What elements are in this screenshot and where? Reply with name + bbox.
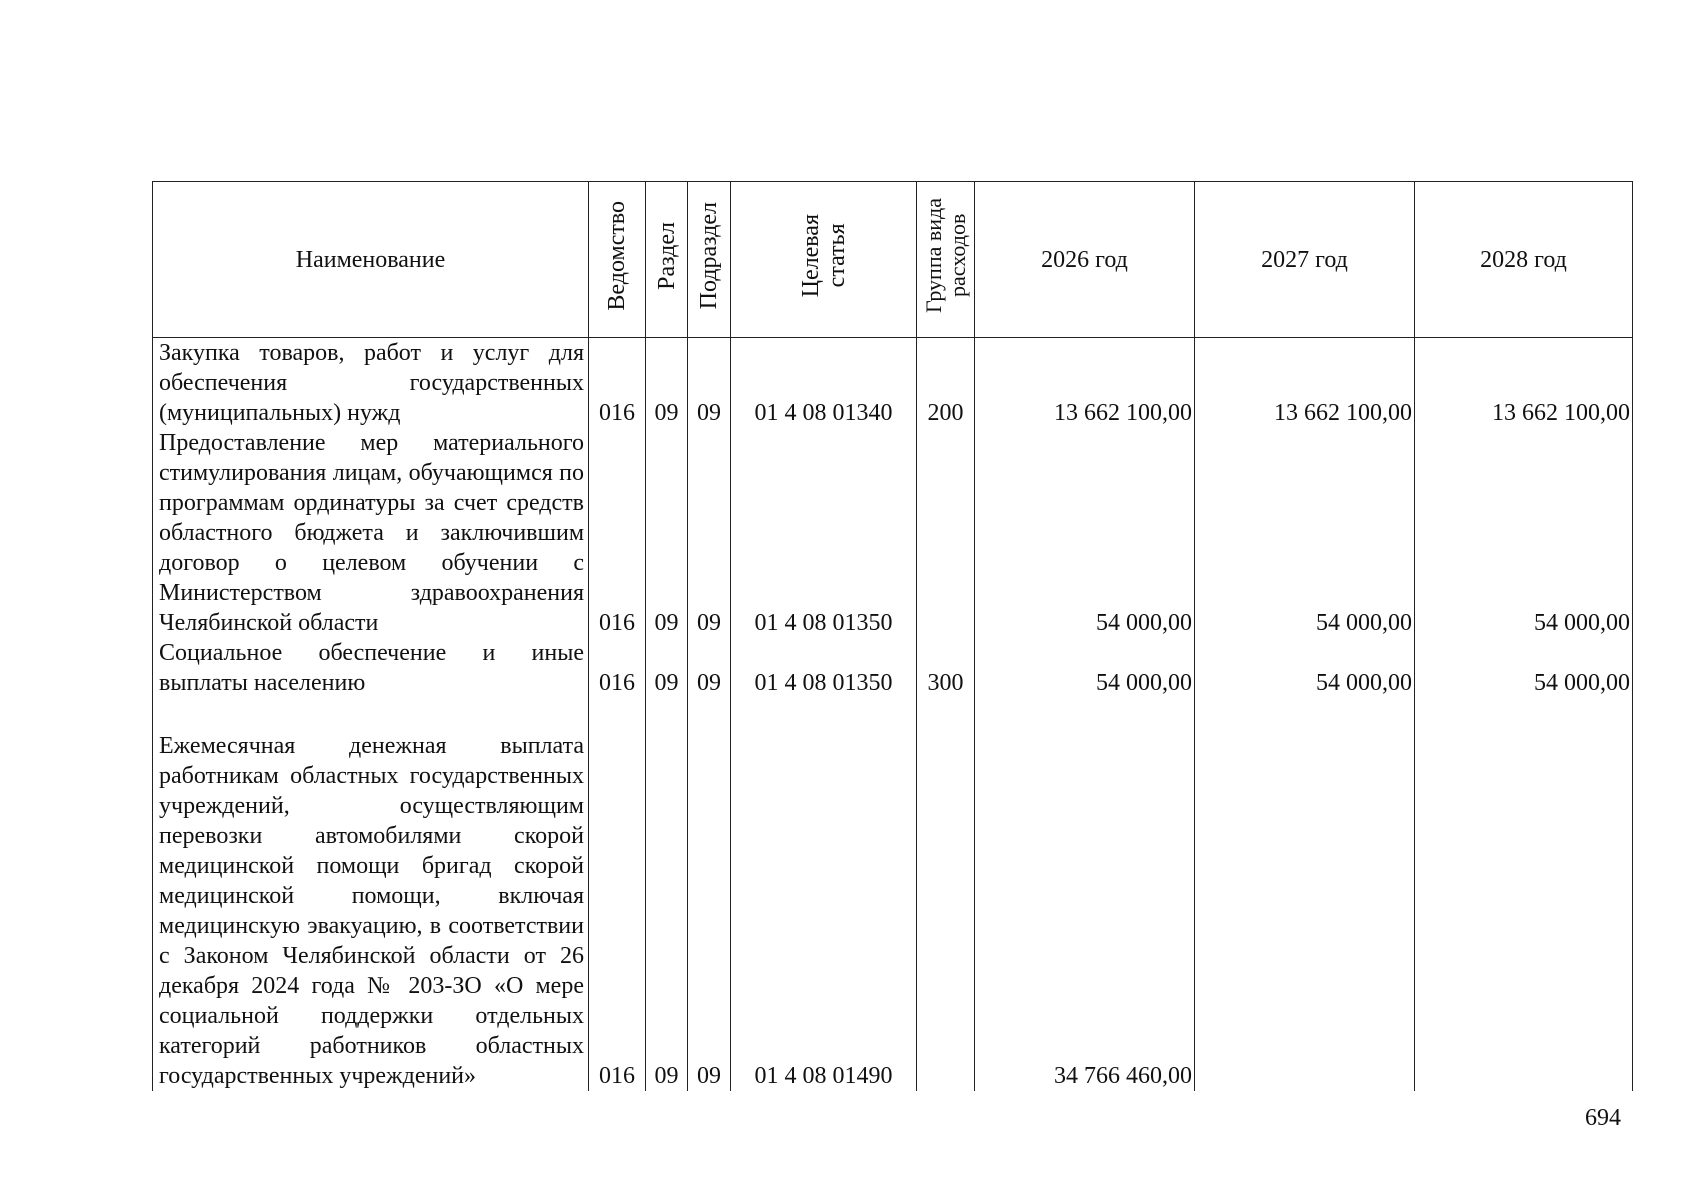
row-razdel: 09 [646, 638, 688, 698]
row-amount-2027: 54 000,00 [1195, 428, 1415, 638]
row-gruppa: 300 [917, 638, 975, 698]
table-row [153, 698, 1633, 1091]
row-amount-2028: 54 000,00 [1415, 428, 1633, 638]
row-name: Социальное обеспечение и иные выплаты населению [153, 638, 589, 698]
header-year-2028: 2028 год [1415, 182, 1633, 338]
row-podrazdel: 09 [688, 638, 731, 698]
row-amount-2027: 13 662 100,00 [1195, 338, 1415, 429]
row-amount-2028 [1415, 698, 1633, 1091]
header-year-2026: 2026 год [975, 182, 1195, 338]
row-celevaya-statya: 01 4 08 01350 [731, 638, 917, 698]
table-header-row [153, 182, 1633, 338]
row-podrazdel: 09 [688, 428, 731, 638]
row-name: Закупка товаров, работ и услуг для обеспечения государственных (муниципальных) нужд [153, 338, 589, 429]
row-vedomstvo: 016 [589, 638, 646, 698]
row-razdel: 09 [646, 338, 688, 429]
header-vedomstvo: Ведомство [589, 182, 646, 338]
table-row [153, 338, 1633, 429]
row-name: Предоставление мер материального стимулирования лицам, обучающимся по программам ординатуры за счет средств областного бюджета и заключившим договор о целевом обучении с Министерством здравоохранения Челябинской области [153, 428, 589, 638]
row-gruppa [917, 698, 975, 1091]
header-gruppa-vida-rashodov: Группа вида расходов [917, 182, 975, 338]
row-vedomstvo: 016 [589, 338, 646, 429]
row-podrazdel: 09 [688, 338, 731, 429]
row-celevaya-statya: 01 4 08 01490 [731, 698, 917, 1091]
header-year-2027: 2027 год [1195, 182, 1415, 338]
row-amount-2027 [1195, 698, 1415, 1091]
row-vedomstvo: 016 [589, 698, 646, 1091]
row-amount-2026: 13 662 100,00 [975, 338, 1195, 429]
row-name: Ежемесячная денежная выплата работникам областных государственных учреждений, осуществляющим перевозки автомобилями скорой медицинской помощи бригад скорой медицинской помощи, включая медицинскую эвакуацию, в соответствии с Законом Челябинской области от 26 декабря 2024 года № 203-ЗО «О мере социальной поддержки отдельных категорий работников областных государственных учреждений» [153, 698, 589, 1091]
row-gruppa: 200 [917, 338, 975, 429]
row-amount-2026: 54 000,00 [975, 428, 1195, 638]
row-amount-2027: 54 000,00 [1195, 638, 1415, 698]
row-celevaya-statya: 01 4 08 01350 [731, 428, 917, 638]
row-gruppa [917, 428, 975, 638]
row-amount-2026: 54 000,00 [975, 638, 1195, 698]
budget-table [152, 181, 1633, 1091]
page-number: 694 [1585, 1105, 1621, 1131]
row-amount-2028: 54 000,00 [1415, 638, 1633, 698]
header-celevaya-statya: Целевая статья [731, 182, 917, 338]
row-podrazdel: 09 [688, 698, 731, 1091]
row-celevaya-statya: 01 4 08 01340 [731, 338, 917, 429]
row-razdel: 09 [646, 428, 688, 638]
row-amount-2026: 34 766 460,00 [975, 698, 1195, 1091]
header-razdel: Раздел [646, 182, 688, 338]
header-podrazdel: Подраздел [688, 182, 731, 338]
row-amount-2028: 13 662 100,00 [1415, 338, 1633, 429]
table-row [153, 638, 1633, 698]
row-razdel: 09 [646, 698, 688, 1091]
table-row [153, 428, 1633, 638]
header-name: Наименование [153, 182, 589, 338]
row-vedomstvo: 016 [589, 428, 646, 638]
